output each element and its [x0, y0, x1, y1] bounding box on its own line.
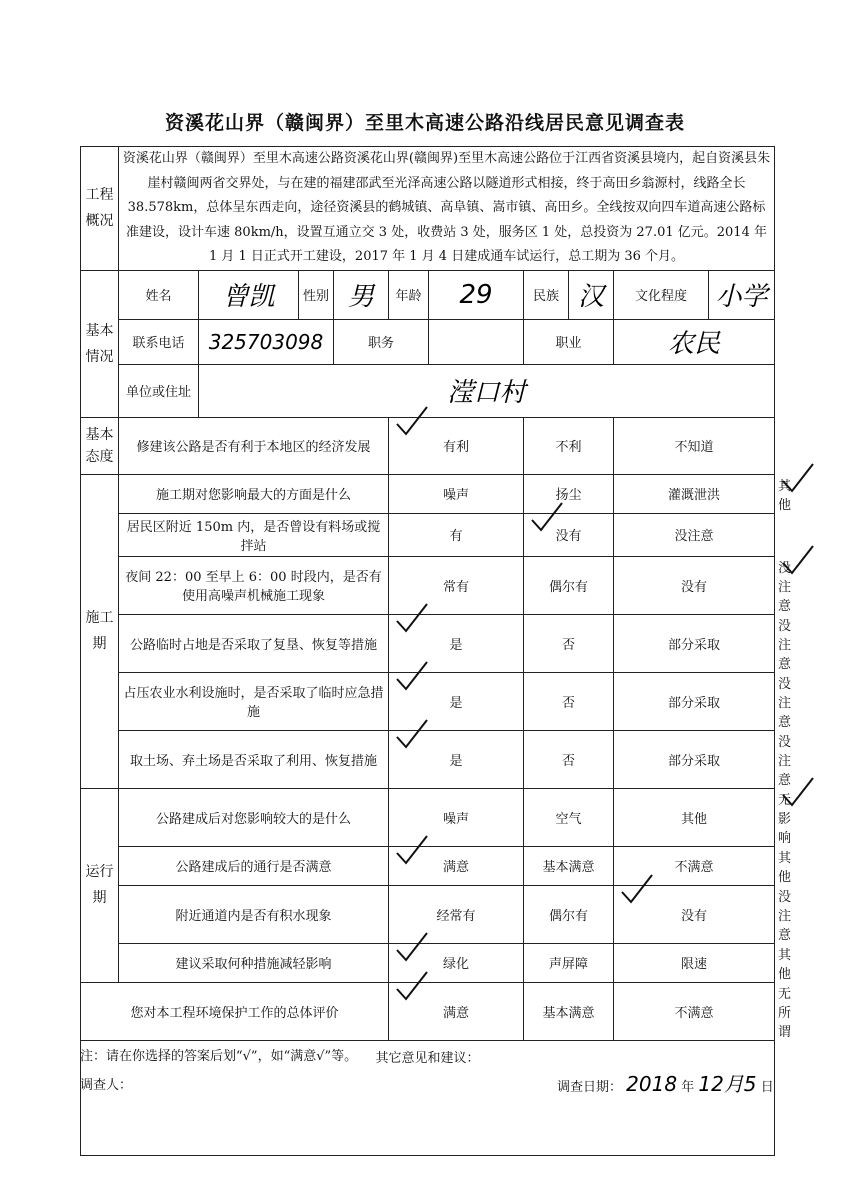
option-label: 限速 — [681, 957, 708, 972]
address-label: 单位或住址 — [119, 364, 199, 417]
option-label: 常有 — [442, 579, 469, 595]
option-cell[interactable] — [389, 513, 524, 556]
option-cell[interactable] — [524, 730, 614, 788]
check-mark-icon — [528, 500, 566, 534]
survey-date — [557, 1068, 774, 1097]
option-label: 其他 — [778, 478, 792, 513]
operation-question: 公路建成后对您影响较大的是什么 — [119, 788, 389, 846]
operation-question: 附近通道内是否有积水现象 — [119, 885, 389, 943]
option-label: 基本满意 — [542, 1005, 595, 1021]
option-label: 部分采取 — [668, 753, 721, 769]
option-label: 是 — [449, 753, 463, 769]
option-label: 否 — [561, 695, 575, 711]
other-comments: 其它意见和建议： — [81, 1040, 775, 1155]
option-label: 满意 — [442, 1005, 469, 1021]
edu-value: 小学 — [709, 270, 775, 319]
option-label: 没注意 — [778, 618, 792, 672]
investigator-label: 调查人： — [80, 1078, 133, 1093]
option-label: 不利 — [555, 440, 582, 455]
construction-question: 夜间 22：00 至早上 6：00 时段内，是否有使用高噪声机械施工现象 — [119, 556, 389, 614]
edu-label: 文化程度 — [614, 270, 709, 319]
footnote: 注：请在你选择的答案后划“√”，如“满意√”等。 — [80, 1049, 358, 1064]
gender-value: 男 — [334, 270, 389, 319]
option-cell[interactable] — [614, 556, 775, 614]
option-cell[interactable] — [389, 982, 524, 1040]
option-cell[interactable] — [524, 417, 614, 474]
option-label: 基本满意 — [542, 860, 595, 875]
check-mark-icon — [393, 717, 431, 751]
attitude-question: 修建该公路是否有利于本地区的经济发展 — [119, 417, 389, 474]
operation-question: 公路建成后的通行是否满意 — [119, 846, 389, 885]
option-label: 空气 — [555, 811, 582, 827]
overview-label: 工程概况 — [81, 147, 119, 271]
address-value: 滢口村 — [199, 364, 775, 417]
date-day-unit: 日 — [760, 1080, 774, 1095]
construction-question: 施工期对您影响最大的方面是什么 — [119, 474, 389, 513]
option-label: 没注意 — [778, 889, 792, 943]
option-cell[interactable] — [614, 730, 775, 788]
operation-label: 运行期 — [81, 788, 119, 982]
option-label: 没有 — [681, 908, 708, 924]
option-label: 满意 — [442, 860, 469, 875]
phone-value: 325703098 — [199, 319, 334, 364]
option-cell[interactable] — [614, 943, 775, 982]
option-label: 没有 — [555, 529, 582, 544]
option-cell[interactable] — [614, 885, 775, 943]
basic-label: 基本情况 — [81, 270, 119, 417]
age-value: 29 — [429, 270, 524, 319]
option-cell[interactable] — [524, 846, 614, 885]
option-label: 噪声 — [442, 811, 469, 827]
option-cell[interactable] — [614, 982, 775, 1040]
option-cell[interactable] — [524, 982, 614, 1040]
check-mark-icon — [393, 404, 431, 438]
construction-question: 公路临时占地是否采取了复垦、恢复等措施 — [119, 614, 389, 672]
check-mark-icon — [779, 543, 817, 577]
option-label: 不满意 — [674, 1005, 714, 1021]
option-cell[interactable] — [614, 614, 775, 672]
check-mark-icon — [393, 659, 431, 693]
option-label: 没注意 — [674, 529, 714, 544]
option-label: 灌溉泄洪 — [668, 488, 721, 503]
option-label: 绿化 — [442, 957, 469, 972]
option-label: 扬尘 — [555, 488, 582, 503]
option-label: 是 — [449, 695, 463, 711]
option-label: 有利 — [442, 440, 469, 455]
option-label: 无影响 — [778, 792, 792, 846]
option-cell[interactable] — [524, 513, 614, 556]
name-value: 曾凯 — [199, 270, 299, 319]
option-cell[interactable] — [614, 417, 775, 474]
check-mark-icon — [393, 601, 431, 635]
check-mark-icon — [393, 969, 431, 1003]
option-cell[interactable] — [614, 474, 775, 513]
overall-question: 您对本工程环境保护工作的总体评价 — [81, 982, 389, 1040]
option-cell[interactable] — [524, 788, 614, 846]
job-label: 职业 — [524, 319, 614, 364]
check-mark-icon — [779, 775, 817, 809]
survey-table — [80, 146, 792, 1156]
form-title: 资溪花山界（赣闽界）至里木高速公路沿线居民意见调查表 — [164, 112, 685, 134]
duty-value — [429, 319, 524, 364]
option-label: 否 — [561, 637, 575, 653]
option-label: 无所谓 — [778, 986, 792, 1040]
option-label: 没注意 — [778, 734, 792, 788]
option-cell[interactable] — [614, 788, 775, 846]
option-label: 部分采取 — [668, 695, 721, 711]
job-value: 农民 — [614, 319, 775, 364]
option-label: 声屏障 — [548, 957, 588, 972]
option-label: 其他 — [778, 947, 792, 982]
option-cell[interactable] — [389, 474, 524, 513]
option-cell[interactable] — [524, 614, 614, 672]
ethnic-value: 汉 — [569, 270, 614, 319]
check-mark-icon — [618, 872, 656, 906]
duty-label: 职务 — [334, 319, 429, 364]
option-cell[interactable] — [524, 943, 614, 982]
option-label: 不满意 — [674, 860, 714, 875]
date-year-unit: 年 — [681, 1080, 695, 1095]
option-label: 其他 — [778, 850, 792, 885]
option-cell[interactable] — [524, 885, 614, 943]
attitude-label: 基本态度 — [81, 417, 119, 474]
check-mark-icon — [779, 461, 817, 495]
age-label: 年龄 — [389, 270, 429, 319]
overview-text: 资溪花山界（赣闽界）至里木高速公路资溪花山界(赣闽界)至里木高速公路位于江西省资溪县境内，起自资溪县朱崖村赣闽两省交界处，与在建的福建邵武至光泽高速公路以隧道形式相接，终于高田乡翁源村，线路全长 38.578km，总体呈东西走向，途径资溪县的鹤城镇、高阜镇、嵩市镇、高田乡。全线按双向四车道高速公路标准建设，设计车速 80km/h，设置互通立交 3 处，收费站 3 处，服务区 1 处，总投资为 27.01 亿元。2014 年 1 月 1 日正式开工建设，2017 年 1 月 4 日建成通车试运行，总工期为 36 个月。 — [119, 147, 775, 271]
option-label: 没有 — [681, 579, 708, 595]
option-label: 偶尔有 — [548, 908, 588, 924]
option-label: 其他 — [681, 811, 708, 827]
option-label: 有 — [449, 529, 463, 544]
option-label: 没注意 — [778, 560, 792, 614]
option-cell[interactable] — [389, 846, 524, 885]
check-mark-icon — [393, 833, 431, 867]
option-label: 噪声 — [442, 488, 469, 503]
phone-label: 联系电话 — [119, 319, 199, 364]
construction-question: 占压农业水利设施时，是否采取了临时应急措施 — [119, 672, 389, 730]
construction-question: 取土场、弃土场是否采取了利用、恢复措施 — [119, 730, 389, 788]
date-label: 调查日期： — [557, 1080, 623, 1095]
option-label: 部分采取 — [668, 637, 721, 653]
option-cell[interactable] — [614, 672, 775, 730]
option-cell[interactable] — [389, 417, 524, 474]
option-label: 否 — [561, 753, 575, 769]
option-cell[interactable] — [524, 556, 614, 614]
date-year: 2018 — [626, 1072, 678, 1096]
option-label: 偶尔有 — [548, 579, 588, 595]
option-cell[interactable] — [614, 513, 775, 556]
check-mark-icon — [393, 930, 431, 964]
ethnic-label: 民族 — [524, 270, 569, 319]
option-label: 是 — [449, 637, 463, 653]
date-month-day: 12月5 — [698, 1072, 757, 1096]
construction-question: 居民区附近 150m 内，是否曾设有料场或搅拌站 — [119, 513, 389, 556]
construction-label: 施工期 — [81, 474, 119, 788]
name-label: 姓名 — [119, 270, 199, 319]
option-cell[interactable] — [524, 672, 614, 730]
option-label: 不知道 — [674, 440, 714, 455]
gender-label: 性别 — [299, 270, 334, 319]
option-cell[interactable] — [389, 730, 524, 788]
option-label: 经常有 — [436, 908, 476, 924]
option-label: 没注意 — [778, 676, 792, 730]
operation-question: 建议采取何种措施减轻影响 — [119, 943, 389, 982]
